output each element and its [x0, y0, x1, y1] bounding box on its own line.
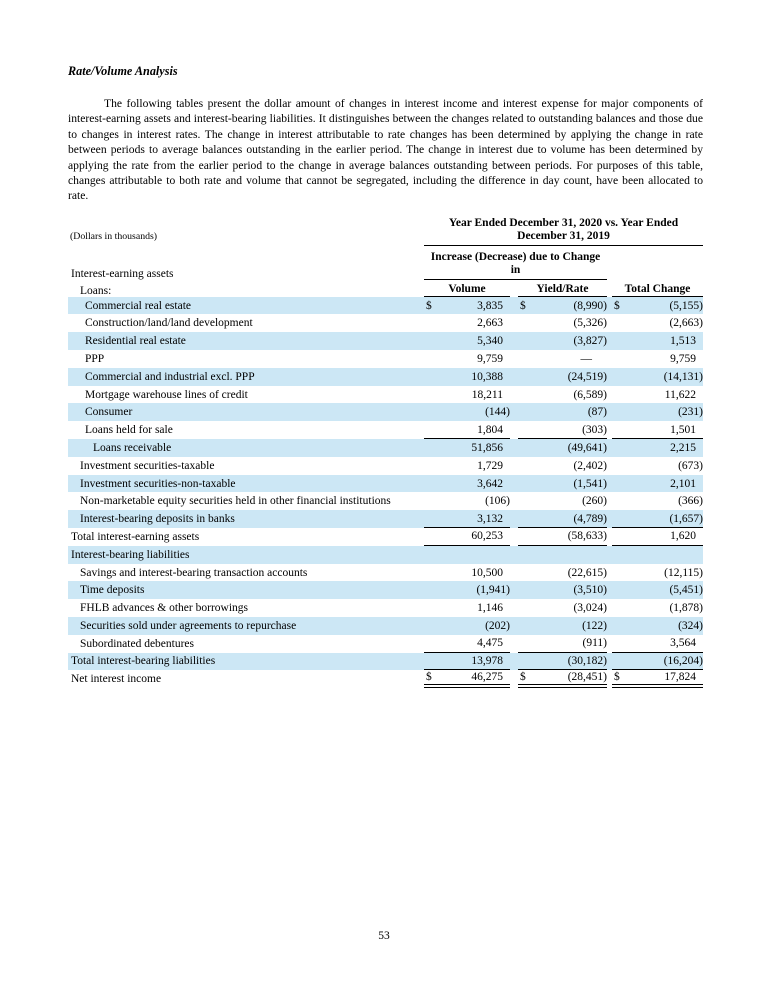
volume-value [424, 386, 510, 404]
value-text: (1,541) [573, 477, 607, 490]
table-row [68, 635, 703, 653]
total-change-value [612, 510, 703, 528]
volume-value [424, 314, 510, 332]
table-row [68, 314, 703, 332]
value-text: (231) [678, 406, 703, 419]
value-text: — [580, 352, 592, 365]
volume-value [424, 297, 510, 315]
total-change-value [612, 439, 703, 457]
yield-rate-value [518, 670, 607, 688]
value-text: (1,941) [476, 584, 510, 597]
value-text: (6,589) [573, 388, 607, 401]
value-text: (87) [587, 406, 607, 419]
table-row [68, 528, 703, 546]
value-text: (30,182) [567, 654, 607, 667]
value-text: (5,451) [669, 584, 703, 597]
dollar-sign: $ [614, 671, 620, 684]
period-header-line2: December 31, 2019 [517, 230, 610, 243]
row-label: PPP [85, 352, 105, 365]
value-text: 3,132 [477, 512, 503, 525]
change-header-line1: Increase (Decrease) due to Change [430, 251, 601, 264]
value-text: 13,978 [471, 654, 503, 667]
total-change-value [612, 564, 703, 582]
row-label: Investment securities-non-taxable [80, 477, 236, 490]
units-note: (Dollars in thousands) [70, 231, 158, 243]
value-text: (144) [485, 406, 510, 419]
value-text: 46,275 [471, 671, 503, 684]
yield-rate-value [518, 617, 607, 635]
value-text: 11,622 [664, 388, 696, 401]
column-header-total-change: Total Change [612, 283, 703, 297]
value-text: 3,835 [477, 299, 503, 312]
yield-rate-value [518, 297, 607, 315]
value-text: 1,620 [670, 530, 696, 543]
dollar-sign: $ [520, 671, 526, 684]
row-label: Total interest-bearing liabilities [71, 655, 216, 668]
total-change-value [612, 599, 703, 617]
value-text: 3,564 [670, 637, 696, 650]
row-label: Total interest-earning assets [71, 530, 200, 543]
value-text: (22,615) [567, 566, 607, 579]
volume-value [424, 439, 510, 457]
value-text: 17,824 [664, 671, 696, 684]
value-text: (2,402) [573, 459, 607, 472]
value-text: (911) [582, 637, 607, 650]
table-row [68, 475, 703, 493]
table-row [68, 599, 703, 617]
value-text: 5,340 [477, 335, 503, 348]
volume-value [424, 546, 510, 564]
table-row [68, 350, 703, 368]
total-change-value [612, 421, 703, 439]
row-label: Non-marketable equity securities held in other financial institutions [80, 495, 391, 508]
table-row [68, 332, 703, 350]
value-text: (16,204) [663, 654, 703, 667]
dollar-sign: $ [614, 299, 620, 312]
value-text: (673) [678, 459, 703, 472]
period-header [424, 217, 703, 246]
table-row [68, 457, 703, 475]
row-label: Interest-bearing deposits in banks [80, 513, 235, 526]
volume-value [424, 368, 510, 386]
volume-value [424, 332, 510, 350]
volume-value [424, 492, 510, 510]
value-text: 1,146 [477, 602, 503, 615]
yield-rate-value [518, 403, 607, 421]
row-label: Subordinated debentures [80, 637, 195, 650]
table-row [68, 403, 703, 421]
value-text: 51,856 [471, 441, 503, 454]
value-text: (14,131) [663, 370, 703, 383]
row-label: Net interest income [71, 673, 162, 686]
yield-rate-value [518, 368, 607, 386]
table-row [68, 617, 703, 635]
table-row [68, 386, 703, 404]
value-text: (4,789) [573, 512, 607, 525]
row-label: Securities sold under agreements to repurchase [80, 619, 297, 632]
total-change-value [612, 617, 703, 635]
value-text: (3,024) [573, 602, 607, 615]
value-text: 9,759 [477, 352, 503, 365]
value-text: (366) [678, 495, 703, 508]
value-text: (2,663) [669, 317, 703, 330]
value-text: 2,663 [477, 317, 503, 330]
table-row [68, 421, 703, 439]
value-text: (303) [582, 423, 607, 436]
total-change-value [612, 368, 703, 386]
value-text: 4,475 [477, 637, 503, 650]
total-change-value [612, 581, 703, 599]
intro-paragraph: The following tables present the dollar amount of changes in interest income and interest expense for major components of interest-earning assets and interest-bearing liabilities. It distinguishes between the changes related to outstanding balances and those due to changes in interest rates. The change in interest attributable to rate changes has been determined by applying the change in rate between periods to average balances outstanding in the earlier period. The change in interest due to volume has been determined by applying the rate from the earlier period to the change in average balances outstanding between periods. For purposes of this table, changes attributable to both rate and volume that cannot be segregated, including the difference in day count, have been allocated to rate. [68, 97, 703, 203]
value-text: (106) [485, 495, 510, 508]
value-text: (24,519) [567, 370, 607, 383]
yield-rate-value [518, 546, 607, 564]
row-label: Construction/land/land development [85, 317, 253, 330]
value-text: (324) [678, 619, 703, 632]
yield-rate-value [518, 386, 607, 404]
row-label: Investment securities-taxable [80, 459, 215, 472]
total-change-value [612, 297, 703, 315]
total-change-value [612, 546, 703, 564]
yield-rate-value [518, 635, 607, 653]
rate-volume-table [68, 217, 703, 688]
value-text: 9,759 [670, 352, 696, 365]
total-change-value [612, 386, 703, 404]
row-label: Savings and interest-bearing transaction accounts [80, 566, 308, 579]
table-body [68, 297, 703, 689]
yield-rate-value [518, 564, 607, 582]
table-row [68, 492, 703, 510]
yield-rate-value [518, 332, 607, 350]
value-text: (8,990) [573, 299, 607, 312]
row-label: Interest-bearing liabilities [71, 548, 190, 561]
row-label: Loans receivable [93, 441, 172, 454]
volume-value [424, 653, 510, 671]
table-row [68, 368, 703, 386]
yield-rate-value [518, 421, 607, 439]
dollar-sign: $ [426, 299, 432, 312]
value-text: 1,513 [670, 335, 696, 348]
value-text: (49,641) [567, 441, 607, 454]
value-text: (3,827) [573, 335, 607, 348]
page-number: 53 [378, 930, 390, 942]
volume-value [424, 635, 510, 653]
volume-value [424, 457, 510, 475]
total-change-value [612, 403, 703, 421]
volume-value [424, 350, 510, 368]
total-change-value [612, 350, 703, 368]
yield-rate-value [518, 350, 607, 368]
volume-value [424, 510, 510, 528]
period-header-line1: Year Ended December 31, 2020 vs. Year Ended [448, 216, 679, 229]
value-text: (202) [485, 619, 510, 632]
value-text: 2,101 [670, 477, 696, 490]
value-text: (122) [582, 619, 607, 632]
value-text: 1,804 [477, 423, 503, 436]
table-row [68, 581, 703, 599]
value-text: (1,878) [669, 602, 703, 615]
total-change-value [612, 528, 703, 546]
volume-value [424, 670, 510, 688]
row-label: Loans held for sale [85, 424, 173, 437]
table-row [68, 297, 703, 315]
yield-rate-value [518, 581, 607, 599]
yield-rate-value [518, 599, 607, 617]
row-label: Consumer [85, 406, 133, 419]
column-header-volume: Volume [424, 283, 510, 297]
yield-rate-value [518, 528, 607, 546]
value-text: (28,451) [567, 671, 607, 684]
volume-value [424, 528, 510, 546]
change-header-line2: in [510, 264, 521, 277]
total-change-value [612, 492, 703, 510]
value-text: (1,657) [669, 512, 703, 525]
row-label: Mortgage warehouse lines of credit [85, 388, 248, 401]
total-change-value [612, 635, 703, 653]
row-label: Residential real estate [85, 335, 186, 348]
value-text: (12,115) [664, 566, 703, 579]
table-row [68, 670, 703, 688]
change-header [424, 251, 607, 279]
volume-value [424, 564, 510, 582]
value-text: (5,326) [573, 317, 607, 330]
yield-rate-value [518, 457, 607, 475]
value-text: 1,501 [670, 423, 696, 436]
total-change-value [612, 475, 703, 493]
row-label: Time deposits [80, 584, 145, 597]
value-text: (3,510) [573, 584, 607, 597]
value-text: 2,215 [670, 441, 696, 454]
total-change-value [612, 457, 703, 475]
section-label-loans: Loans: [80, 284, 112, 297]
table-header-row-change [68, 251, 703, 279]
yield-rate-value [518, 653, 607, 671]
value-text: 10,388 [471, 370, 503, 383]
volume-value [424, 617, 510, 635]
value-text: 1,729 [477, 459, 503, 472]
value-text: 60,253 [471, 530, 503, 543]
yield-rate-value [518, 510, 607, 528]
dollar-sign: $ [520, 299, 526, 312]
dollar-sign: $ [426, 671, 432, 684]
volume-value [424, 421, 510, 439]
table-row [68, 653, 703, 671]
column-header-yield-rate: Yield/Rate [518, 283, 607, 297]
volume-value [424, 475, 510, 493]
row-label: FHLB advances & other borrowings [80, 602, 248, 615]
page-title: Rate/Volume Analysis [68, 64, 178, 78]
table-row [68, 510, 703, 528]
total-change-value [612, 670, 703, 688]
section-label-interest-earning-assets: Interest-earning assets [71, 267, 174, 280]
yield-rate-value [518, 439, 607, 457]
volume-value [424, 403, 510, 421]
table-row [68, 546, 703, 564]
yield-rate-value [518, 475, 607, 493]
table-header-row-period [68, 217, 703, 246]
table-row [68, 439, 703, 457]
value-text: 3,642 [477, 477, 503, 490]
row-label: Commercial real estate [85, 299, 192, 312]
total-change-value [612, 332, 703, 350]
volume-value [424, 581, 510, 599]
value-text: (58,633) [567, 530, 607, 543]
volume-value [424, 599, 510, 617]
value-text: (5,155) [669, 299, 703, 312]
value-text: 10,500 [471, 566, 503, 579]
yield-rate-value [518, 314, 607, 332]
value-text: (260) [582, 495, 607, 508]
value-text: 18,211 [471, 388, 503, 401]
row-label: Commercial and industrial excl. PPP [85, 370, 255, 383]
total-change-value [612, 314, 703, 332]
total-change-value [612, 653, 703, 671]
yield-rate-value [518, 492, 607, 510]
table-header-row-columns [68, 283, 703, 297]
table-row [68, 564, 703, 582]
